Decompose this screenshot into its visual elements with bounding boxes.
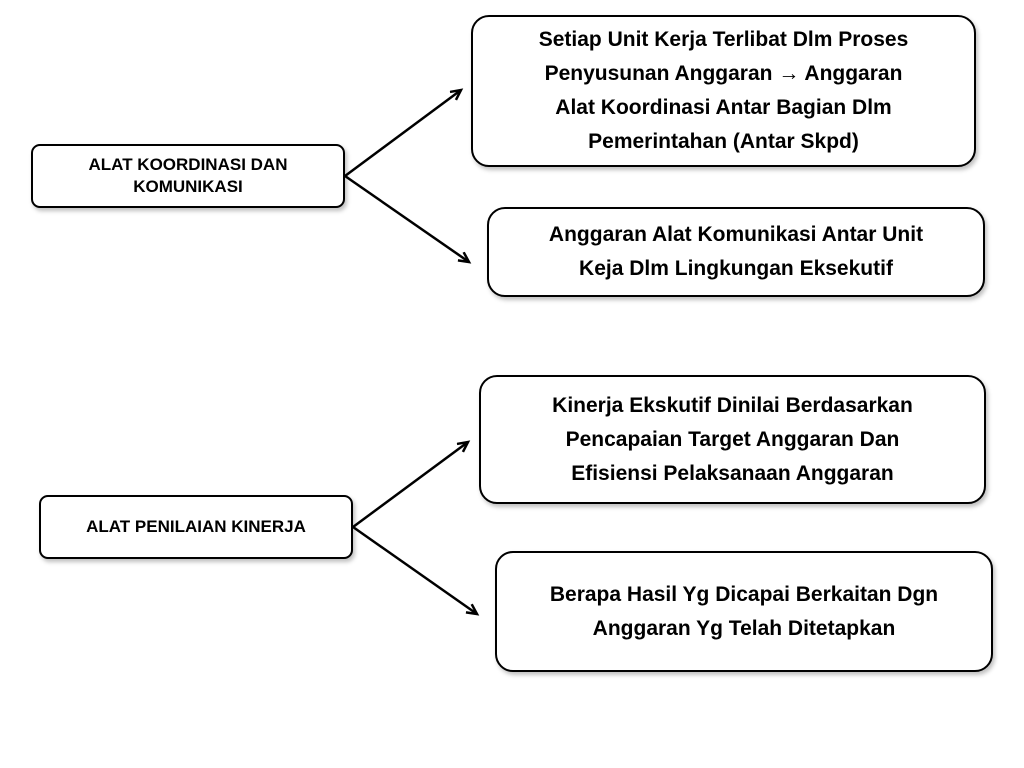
node-unit-kerja-line4: Pemerintahan (Antar Skpd): [588, 130, 859, 153]
inline-arrow-icon: →: [778, 62, 800, 85]
node-hasil-dicapai: [495, 551, 993, 672]
node-unit-kerja-line2-part1: Penyusunan Anggaran: [544, 62, 773, 85]
arrow-penilaian-to-top: [353, 442, 468, 527]
node-alat-penilaian-kinerja: [39, 495, 353, 559]
node-hasil-line1: Berapa Hasil Yg Dicapai Berkaitan Dgn: [549, 582, 939, 606]
node-kinerja-line3: Efisiensi Pelaksanaan Anggaran: [571, 461, 894, 485]
node-kinerja-line1: Kinerja Ekskutif Dinilai Berdasarkan: [552, 393, 913, 417]
node-alat-koordinasi-line1: ALAT KOORDINASI DAN: [88, 155, 288, 174]
arrow-koordinasi-to-bottom: [345, 176, 469, 262]
node-unit-kerja-line2: [539, 57, 909, 91]
node-unit-kerja-koordinasi: [471, 15, 976, 167]
node-alat-komunikasi-line2: Keja Dlm Lingkungan Eksekutif: [579, 257, 893, 280]
node-alat-komunikasi: [487, 207, 985, 297]
node-unit-kerja-line3: Alat Koordinasi Antar Bagian Dlm: [555, 96, 892, 119]
node-unit-kerja-line2-part2: Anggaran: [804, 62, 903, 85]
node-alat-koordinasi-line2: KOMUNIKASI: [133, 177, 243, 196]
node-alat-komunikasi-line1: Anggaran Alat Komunikasi Antar Unit: [548, 223, 924, 246]
arrow-koordinasi-to-top: [345, 90, 461, 176]
node-hasil-line2: Anggaran Yg Telah Ditetapkan: [592, 616, 896, 640]
node-kinerja-line2: Pencapaian Target Anggaran Dan: [565, 427, 900, 451]
node-alat-penilaian-line1: ALAT PENILAIAN KINERJA: [86, 517, 306, 536]
node-unit-kerja-line1: Setiap Unit Kerja Terlibat Dlm Proses: [538, 28, 909, 51]
node-kinerja-eksekutif: [479, 375, 986, 504]
node-alat-koordinasi: [31, 144, 345, 208]
arrow-penilaian-to-bottom: [353, 527, 477, 614]
